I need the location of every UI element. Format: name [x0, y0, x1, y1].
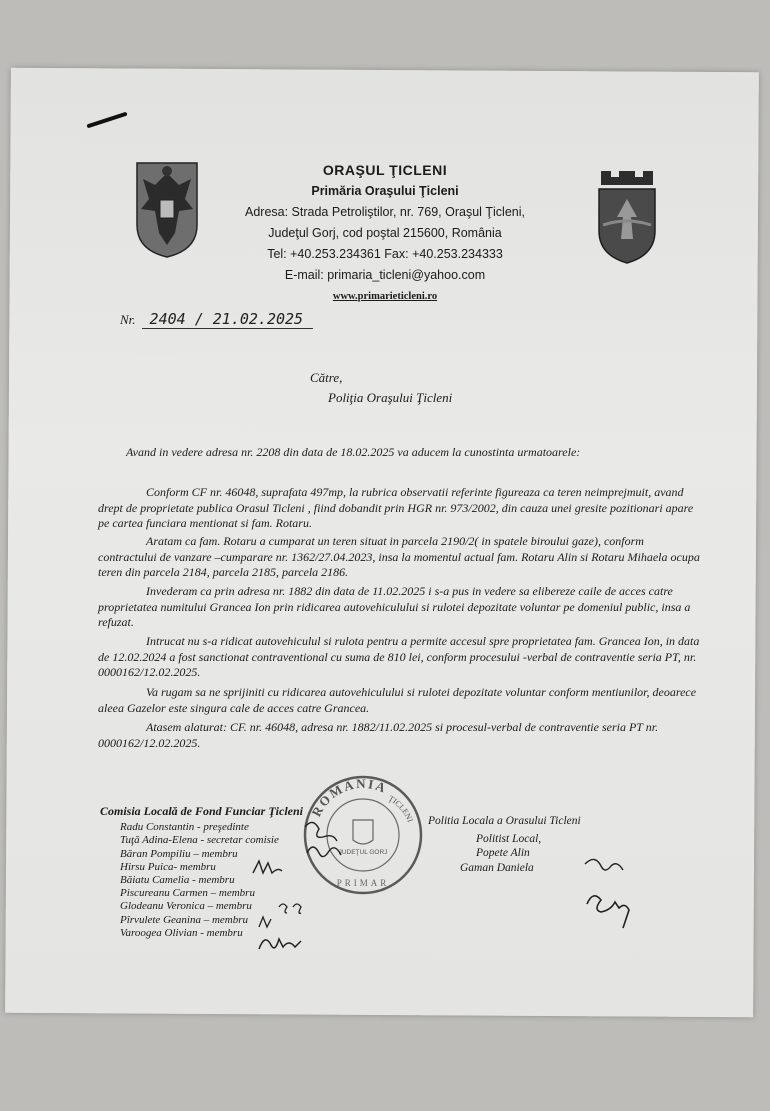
member-line: Glodeanu Veronica – membru [120, 900, 252, 913]
member-line: Hirsu Puica- membru [120, 860, 216, 873]
website-link[interactable]: www.primarieticleni.ro [332, 291, 438, 302]
stamp-text-center: JUDEŢUL GORJ [338, 849, 388, 856]
paragraph-6: Atasem alaturat: CF. nr. 46048, adresa nr. 1882/11.02.2025 si procesul-verbal de contraventie seria PT nr. 0000162/12.02.2025. [98, 720, 659, 750]
registration-number [120, 310, 313, 329]
commission-title: Comisia Locală de Fond Funciar Ţicleni [100, 804, 304, 818]
paragraph-2: Aratam ca fam. Rotaru a cumparat un teren situat in parcela 2190/2( in spatele biroului gaze), conform contractului de vanzare –cumparare nr. 1362/27.04.2023, insa la momentul actual fam. Rotaru Alin si Rotaru Mihaela ocupa teren din parcela 2184, parcela 2185, parcela 2186. [98, 534, 700, 579]
stamp-text-bottom: PRIMAR [336, 878, 390, 888]
paragraph-5: Va rugam sa ne sprijiniti cu ridicarea autovehiculului si rulotei depozitate voluntar conform mentiunilor, deoarece aleea Gazelor este singura cale de acces catre Grancea. [98, 685, 697, 715]
member-line: Radu Constantin - preşedinte [120, 821, 249, 834]
address-line-2: Judeţul Gorj, cod poştal 215600, România [268, 226, 502, 240]
police-signatures [428, 814, 581, 875]
member-line: Tuţă Adina-Elena - secretar comisie [120, 834, 279, 847]
police-signatures-scribble [575, 852, 655, 932]
handwritten-signatures [245, 815, 375, 955]
officer-name: Popete Alin [476, 847, 530, 859]
recipient-block [310, 368, 452, 408]
paragraph-4: Intrucat nu s-a ridicat autovehiculul si rulota pentru a permite accesul spre proprietatea fam. Grancea Ion, in data de 12.02.2024 a fost sanctionat contraventional cu suma de 810 lei, conform procesului -verbal de contraventie seria PT, nr. 0000162/12.02.2025. [98, 634, 700, 679]
nr-label: Nr. [120, 312, 136, 327]
intro-paragraph: Avand in vedere adresa nr. 2208 din data de 18.02.2025 va aducem la cunostinta urmatoarele: [126, 445, 581, 459]
member-line: Piscureanu Carmen – membru [120, 887, 255, 900]
member-line: Băiatu Camelia - membru [120, 874, 235, 887]
member-line: Pîrvulete Geanina – membru [120, 913, 248, 926]
member-line: Băran Pompiliu – membru [120, 847, 238, 860]
paragraph-1: Conform CF nr. 46048, suprafata 497mp, la rubrica observatii referinte figureaza ca teren neimprejmuit, avand drept de proprietate publica Orasul Ticleni , fiind dobandit prin HGR nr. 973/2002, din cauza unei gresite pozitionari apare pe cartea funciara mentionat si fam. Rotaru. [98, 485, 694, 530]
letterhead [0, 160, 770, 307]
address-line-1: Adresa: Strada Petroliştilor, nr. 769, Oraşul Ţicleni, [245, 205, 525, 219]
handwritten-number-date: 2404 / 21.02.2025 [142, 310, 314, 329]
paragraph-3: Invederam ca prin adresa nr. 1882 din data de 11.02.2025 i s-a pus in vedere sa elibereze caile de acces catre proprietatea numitului Grancea Ion prin ridicarea autovehiculului si rulotei depozitate voluntar pe domeniul public, insa a refuzat. [98, 584, 691, 629]
stamp-text-top: ROMÂNIA [308, 775, 390, 820]
police-role: Politist Local, [476, 832, 542, 845]
phone-fax: Tel: +40.253.234361 Fax: +40.253.234333 [267, 247, 503, 261]
email: E-mail: primaria_ticleni@yahoo.com [284, 268, 486, 282]
officer-name: Gaman Daniela [460, 861, 534, 874]
police-title: Politia Locala a Orasului Ticleni [428, 815, 581, 827]
town-title: ORAŞUL ŢICLENI [322, 162, 448, 178]
recipient-name: Poliţia Oraşului Ţicleni [328, 390, 453, 405]
member-line: Varoogea Olivian - membru [120, 926, 243, 939]
institution-name: Primăria Oraşului Ţicleni [311, 184, 459, 198]
stamp-text-right: ŢICLENI [386, 793, 415, 824]
to-label: Către, [310, 370, 343, 385]
